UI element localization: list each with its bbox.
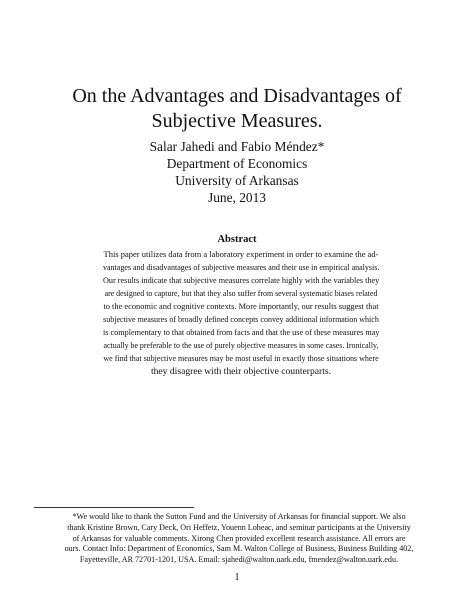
abstract-line: to the economic and cognitive contexts. More importantly, our results suggest that <box>103 302 379 311</box>
abstract-line: subjective measures of broadly defined concepts convey additional information which <box>103 315 379 324</box>
paper-title <box>0 84 474 134</box>
footnote-line: ours. Contact Info: Department of Economics, Sam M. Walton College of Business, Business Building 402, <box>64 544 414 554</box>
author-block <box>0 138 474 189</box>
footnote-line: Fayetteville, AR 72701-1201, USA. Email: sjahedi@walton.uark.edu, fmendez@walton.uark.edu. <box>79 555 399 565</box>
abstract-line: is complementary to that obtained from facts and that the use of these measures may <box>103 328 380 337</box>
abstract-line: actually be preferable to the use of purely objective measures in some cases. Ironically, <box>103 341 379 350</box>
abstract-line: we find that subjective measures may be most useful in exactly those situations where <box>103 354 379 363</box>
abstract-line: Our results indicate that subjective measures correlate highly with the variables they <box>103 276 380 285</box>
footnote-line: *We would like to thank the Sutton Fund and the University of Arkansas for financial support. We also <box>72 512 406 521</box>
author-names: Salar Jahedi and Fabio Méndez* <box>149 139 325 154</box>
abstract-line: are designed to capture, but that they also suffer from several systematic biases related <box>104 289 378 298</box>
author-department: Department of Economics <box>166 156 308 171</box>
abstract-line: vantages and disadvantages of subjective measures and their use in empirical analysis. <box>103 263 380 272</box>
abstract-heading: Abstract <box>217 234 257 245</box>
footnote-line: of Arkansas for valuable comments. Xirong Chen provided excellent research assistance. All errors are <box>72 533 406 543</box>
author-institution: University of Arkansas <box>175 173 299 188</box>
title-line-2: Subjective Measures. <box>151 110 323 132</box>
footnote-divider <box>34 507 194 508</box>
abstract-line: they disagree with their objective counterparts. <box>150 366 332 377</box>
title-line-1: On the Advantages and Disadvantages of <box>72 85 402 107</box>
publication-date: June, 2013 <box>207 190 267 205</box>
footnote <box>38 512 440 566</box>
page-number: 1 <box>234 572 240 583</box>
abstract-body <box>103 248 379 378</box>
abstract-line: This paper utilizes data from a laboratory experiment in order to examine the ad- <box>103 249 379 259</box>
footnote-line: thank Kristine Brown, Cary Deck, Ori Heffetz, Youenn Loheac, and seminar participants at the University <box>67 522 411 532</box>
